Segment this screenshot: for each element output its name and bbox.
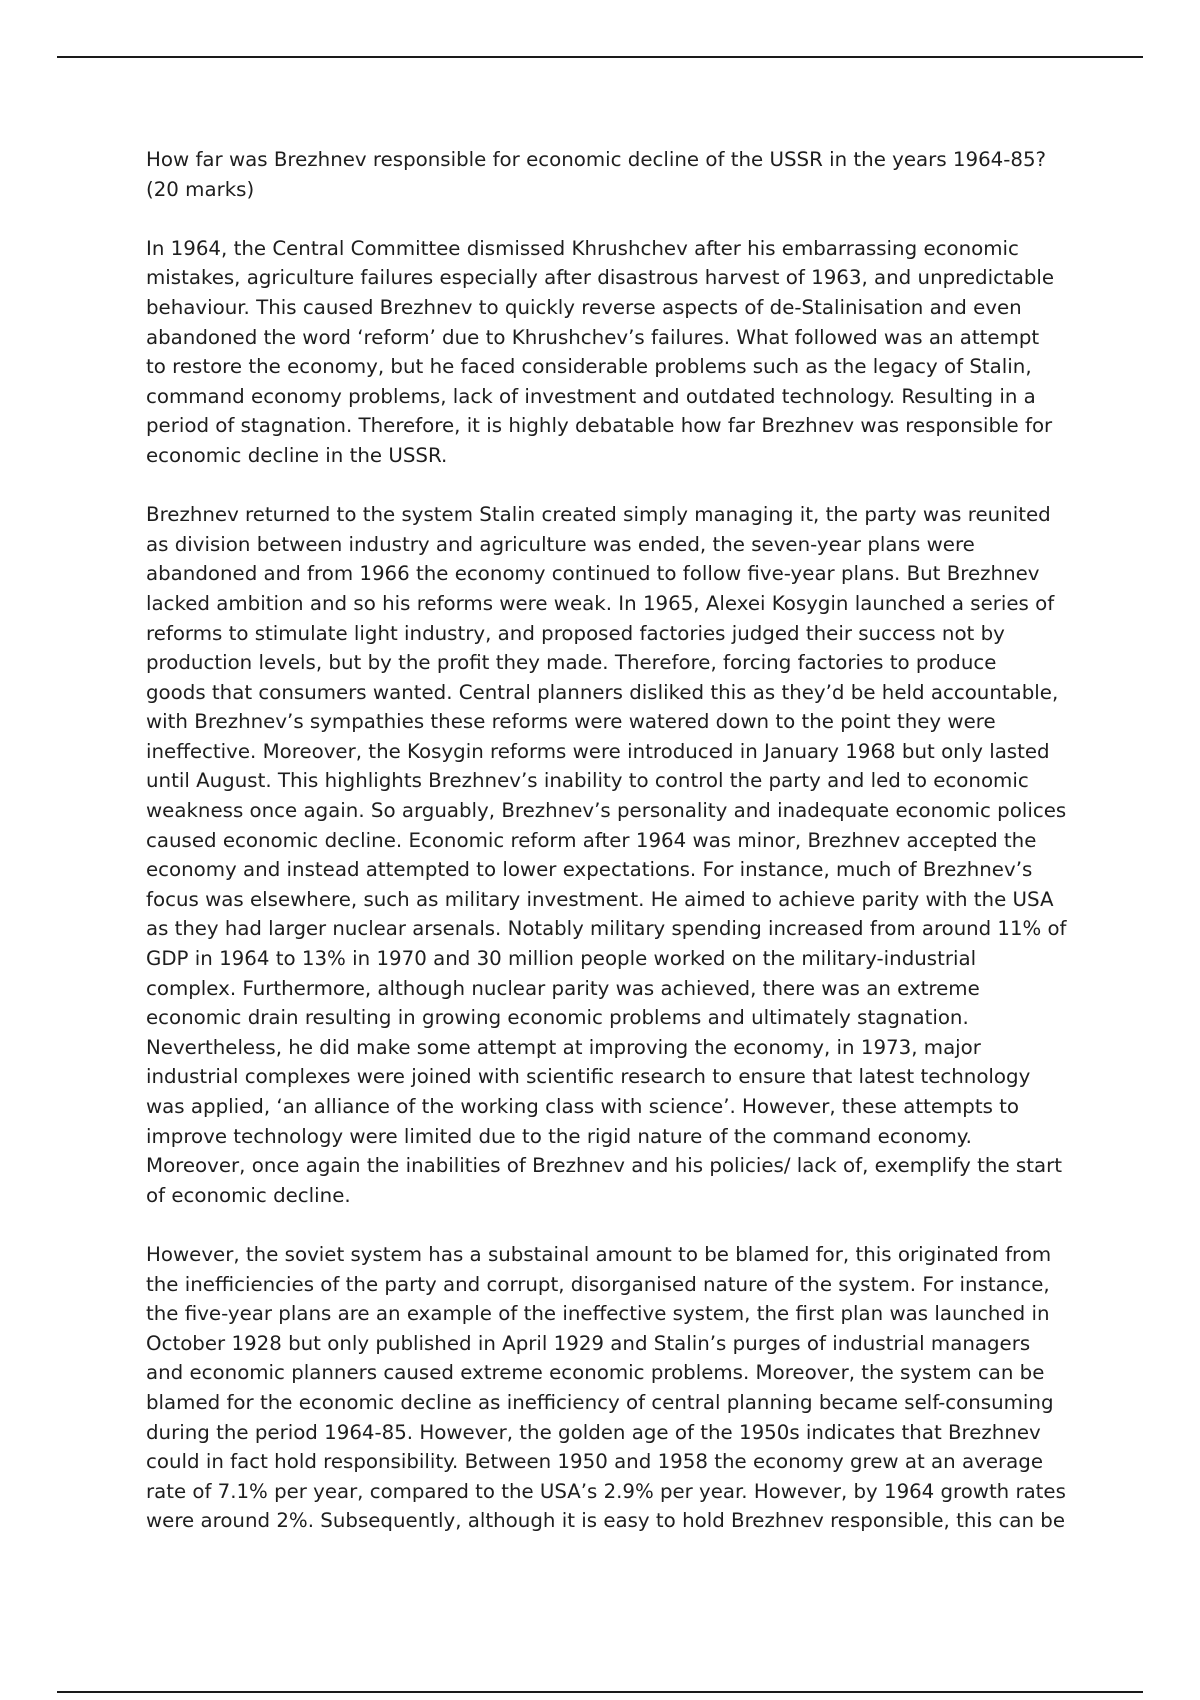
essay-marks-line: (20 marks): [146, 177, 255, 201]
text-line: mistakes, agriculture failures especially after disastrous harvest of 1963, and unpredictable: [146, 266, 1055, 290]
text-line: industrial complexes were joined with scientific research to ensure that latest technology: [146, 1065, 1031, 1089]
text-line: abandoned and from 1966 the economy continued to follow five-year plans. But Brezhnev: [146, 562, 1040, 586]
text-line: lacked ambition and so his reforms were weak. In 1965, Alexei Kosygin launched a series of: [146, 591, 1055, 615]
text-line: as division between industry and agriculture was ended, the seven-year plans were: [146, 532, 975, 556]
text-line: were around 2%. Subsequently, although it is easy to hold Brezhnev responsible, this can be: [146, 1509, 1066, 1533]
text-line: and economic planners caused extreme economic problems. Moreover, the system can be: [146, 1361, 1045, 1385]
text-line: production levels, but by the profit they made. Therefore, forcing factories to produce: [146, 651, 997, 675]
text-line: rate of 7.1% per year, compared to the USA’s 2.9% per year. However, by 1964 growth rates: [146, 1479, 1066, 1503]
text-line: economic decline in the USSR.: [146, 443, 448, 467]
text-line: ineffective. Moreover, the Kosygin reforms were introduced in January 1968 but only lasted: [146, 739, 1050, 763]
text-line: economic drain resulting in growing economic problems and ultimately stagnation.: [146, 1006, 969, 1030]
text-line: Brezhnev returned to the system Stalin created simply managing it, the party was reunited: [146, 503, 1051, 527]
text-line: behaviour. This caused Brezhnev to quickly reverse aspects of de-Stalinisation and even: [146, 295, 1022, 319]
text-line: with Brezhnev’s sympathies these reforms were watered down to the point they were: [146, 710, 996, 734]
text-line: October 1928 but only published in April 1929 and Stalin’s purges of industrial managers: [146, 1331, 1031, 1355]
paragraph-brezhnev-policies: [146, 500, 1066, 1210]
text-line: Nevertheless, he did make some attempt at improving the economy, in 1973, major: [146, 1035, 981, 1059]
text-line: GDP in 1964 to 13% in 1970 and 30 million people worked on the military-industrial: [146, 947, 977, 971]
text-line: improve technology were limited due to the rigid nature of the command economy.: [146, 1124, 972, 1148]
text-line: could in fact hold responsibility. Between 1950 and 1958 the economy grew at an average: [146, 1450, 1043, 1474]
essay-question-line: How far was Brezhnev responsible for economic decline of the USSR in the years 1964-85?: [146, 148, 1047, 171]
text-line: the five-year plans are an example of the ineffective system, the first plan was launched in: [146, 1302, 1050, 1326]
paragraph-introduction: [146, 234, 1066, 471]
text-line: as they had larger nuclear arsenals. Notably military spending increased from around 11% of: [146, 917, 1067, 941]
text-line: abandoned the word ‘reform’ due to Khrushchev’s failures. What followed was an attempt: [146, 325, 1040, 349]
text-line: goods that consumers wanted. Central planners disliked this as they’d be held accountable,: [146, 680, 1059, 704]
top-divider: [57, 56, 1143, 58]
text-line: reforms to stimulate light industry, and proposed factories judged their success not by: [146, 621, 1005, 645]
text-line: complex. Furthermore, although nuclear parity was achieved, there was an extreme: [146, 976, 980, 1000]
text-line: Moreover, once again the inabilities of Brezhnev and his policies/ lack of, exemplify the start: [146, 1154, 1063, 1178]
text-line: weakness once again. So arguably, Brezhnev’s personality and inadequate economic polices: [146, 799, 1067, 823]
text-line: However, the soviet system has a substainal amount to be blamed for, this originated from: [146, 1242, 1052, 1266]
text-line: period of stagnation. Therefore, it is highly debatable how far Brezhnev was responsible for: [146, 414, 1053, 438]
document-body: [146, 145, 1066, 1566]
text-line: command economy problems, lack of investment and outdated technology. Resulting in a: [146, 384, 1036, 408]
text-line: focus was elsewhere, such as military investment. He aimed to achieve parity with the USA: [146, 887, 1054, 911]
text-line: to restore the economy, but he faced considerable problems such as the legacy of Stalin,: [146, 355, 1032, 379]
text-line: during the period 1964-85. However, the golden age of the 1950s indicates that Brezhnev: [146, 1420, 1041, 1444]
bottom-divider: [57, 1691, 1143, 1693]
text-line: until August. This highlights Brezhnev’s inability to control the party and led to economic: [146, 769, 1029, 793]
text-line: was applied, ‘an alliance of the working class with science’. However, these attempts to: [146, 1095, 1020, 1118]
text-line: of economic decline.: [146, 1183, 351, 1207]
text-line: economy and instead attempted to lower expectations. For instance, much of Brezhnev’s: [146, 858, 1033, 882]
text-line: the inefficiencies of the party and corrupt, disorganised nature of the system. For instance,: [146, 1272, 1050, 1296]
text-line: blamed for the economic decline as inefficiency of central planning became self-consuming: [146, 1390, 1054, 1414]
text-line: In 1964, the Central Committee dismissed Khrushchev after his embarrassing economic: [146, 236, 1019, 260]
essay-question: [146, 145, 1066, 204]
paragraph-soviet-system: [146, 1240, 1066, 1536]
text-line: caused economic decline. Economic reform after 1964 was minor, Brezhnev accepted the: [146, 828, 1037, 852]
